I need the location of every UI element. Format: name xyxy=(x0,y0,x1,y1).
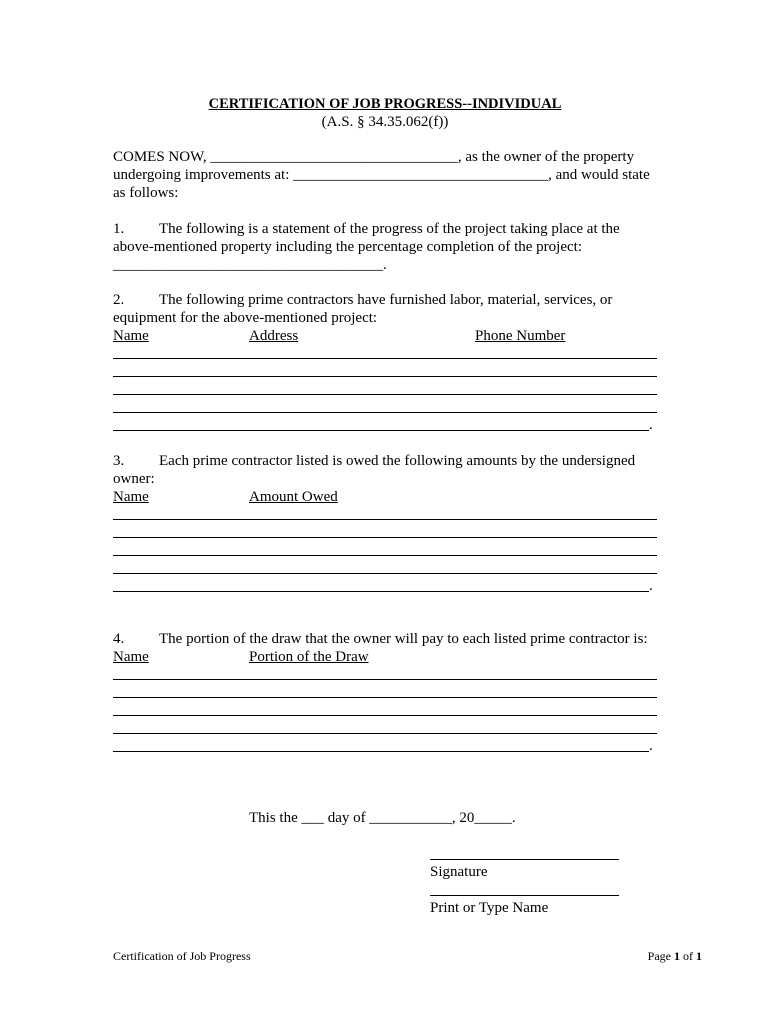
section-4-line-1: The portion of the draw that the owner will pay to each listed prime contractor is: xyxy=(159,631,648,647)
section-3-line-1: Each prime contractor listed is owed the following amounts by the undersigned xyxy=(159,453,636,469)
section-2-number: 2. xyxy=(113,292,125,308)
section-3-line-2: owner: xyxy=(113,471,155,487)
section-3-row-line xyxy=(113,573,657,574)
section-2-row-line xyxy=(113,376,657,377)
section-3-row-line xyxy=(113,519,657,520)
footer-document-name: Certification of Job Progress xyxy=(113,949,251,963)
page-total: 1 xyxy=(696,949,702,963)
document-subtitle: (A.S. § 34.35.062(f)) xyxy=(321,114,449,130)
signature-line xyxy=(430,859,619,860)
document-title: CERTIFICATION OF JOB PROGRESS--INDIVIDUAL xyxy=(208,96,562,112)
section-4-end-period: . xyxy=(649,738,653,754)
page-of: of xyxy=(680,949,696,963)
section-2-line-1: The following prime contractors have furnished labor, material, services, or xyxy=(159,292,613,308)
section-2-row-line xyxy=(113,430,649,431)
section-1-number: 1. xyxy=(113,221,125,237)
section-3-header-amount: Amount Owed xyxy=(249,489,338,505)
section-1-line-2: above-mentioned property including the percentage completion of the project: xyxy=(113,239,582,255)
section-4-row-line xyxy=(113,733,657,734)
section-4-row-line xyxy=(113,715,657,716)
section-3-number: 3. xyxy=(113,453,125,469)
section-2-end-period: . xyxy=(649,417,653,433)
section-3-header-name: Name xyxy=(113,489,149,505)
section-1-line-1: The following is a statement of the progress of the project taking place at the xyxy=(159,221,620,237)
page-current: 1 xyxy=(674,949,680,963)
footer-page-number xyxy=(648,949,702,963)
date-line: This the ___ day of ___________, 20_____. xyxy=(249,810,516,826)
section-2-header-address: Address xyxy=(249,328,299,344)
section-4-row-line xyxy=(113,697,657,698)
section-4-row-line xyxy=(113,679,657,680)
section-2-line-2: equipment for the above-mentioned project: xyxy=(113,310,378,326)
section-2-header-name: Name xyxy=(113,328,149,344)
section-1-line-3: ____________________________________. xyxy=(113,257,387,273)
intro-line-3: as follows: xyxy=(113,185,179,201)
page-prefix: Page xyxy=(647,949,674,963)
section-3-row-line xyxy=(113,537,657,538)
section-2-row-line xyxy=(113,358,657,359)
section-4-number: 4. xyxy=(113,631,125,647)
section-4-header-name: Name xyxy=(113,649,149,665)
print-name-label: Print or Type Name xyxy=(430,900,549,916)
section-2-row-line xyxy=(113,394,657,395)
section-3-end-period: . xyxy=(649,578,653,594)
section-3-row-line xyxy=(113,555,657,556)
section-3-row-line xyxy=(113,591,649,592)
section-4-header-portion: Portion of the Draw xyxy=(249,649,369,665)
intro-line-1: COMES NOW, _________________________________, as the owner of the property xyxy=(113,149,635,165)
section-4-row-line xyxy=(113,751,649,752)
print-name-line xyxy=(430,895,619,896)
section-2-row-line xyxy=(113,412,657,413)
signature-label: Signature xyxy=(430,864,488,880)
section-2-header-phone: Phone Number xyxy=(475,328,566,344)
intro-line-2: undergoing improvements at: __________________________________, and would state xyxy=(113,167,650,183)
